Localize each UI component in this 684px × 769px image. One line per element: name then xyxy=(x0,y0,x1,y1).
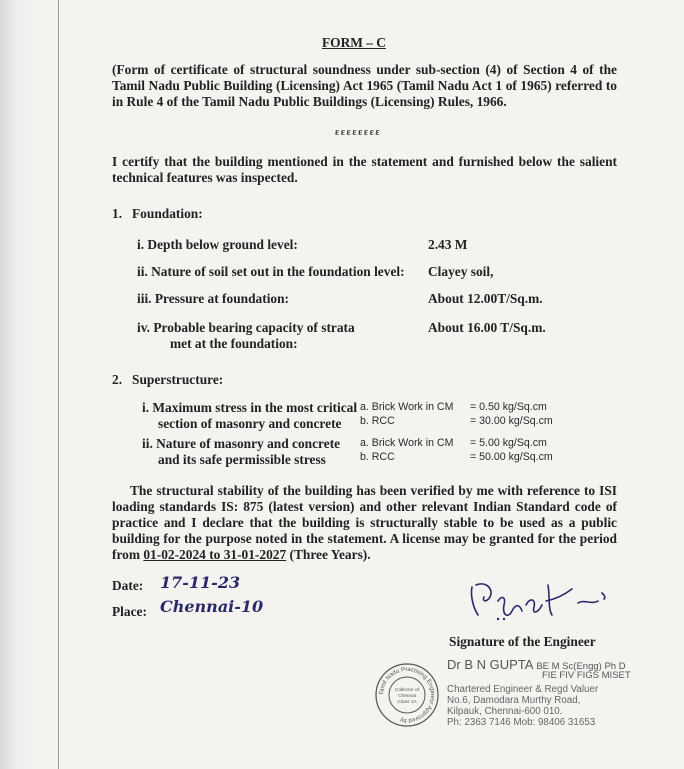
engineer-signature-icon xyxy=(464,575,614,625)
section-number: 2. xyxy=(112,372,123,387)
section-number: 1. xyxy=(112,206,123,221)
svg-text:Chennai: Chennai xyxy=(398,694,416,699)
divider-ornament: εεεεεεεε xyxy=(335,127,382,138)
binding-shadow xyxy=(0,0,40,769)
certify-statement: I certify that the building mentioned in the statement and furnished below the salient technical features was inspected. xyxy=(112,154,617,185)
material-a: a. Brick Work in CM xyxy=(360,437,454,449)
stability-statement xyxy=(112,483,617,563)
material-a-value: = 0.50 kg/Sq.cm xyxy=(470,401,547,413)
item-value: Clayey soil, xyxy=(428,264,494,279)
item-value: 2.43 M xyxy=(428,237,468,252)
section-title: Superstructure: xyxy=(132,372,224,387)
engineer-name-text: Dr B N GUPTA xyxy=(447,657,533,672)
item-label: iii. Pressure at foundation: xyxy=(137,291,290,306)
svg-text:Collector of: Collector of xyxy=(394,688,420,693)
svg-text:Tamil Nadu Practising Engineer: Tamil Nadu Practising Engineer Approved by xyxy=(378,666,436,724)
statement-text-end: (Three Years). xyxy=(286,547,371,562)
engineer-line: No.6, Damodara Murthy Road, xyxy=(447,695,581,706)
item-label: ii. Nature of masonry and concrete xyxy=(142,436,341,451)
engineer-seal-icon xyxy=(374,662,440,728)
engineer-line: Kilpauk, Chennai-600 010. xyxy=(447,706,563,717)
form-title: FORM – C xyxy=(322,35,386,50)
item-label-line2: section of masonry and concrete xyxy=(158,416,342,431)
item-label: i. Depth below ground level: xyxy=(137,237,298,252)
place-value-handwritten: Chennai-10 xyxy=(160,597,264,616)
material-a: a. Brick Work in CM xyxy=(360,401,454,413)
material-b-value: = 50.00 kg/Sq.cm xyxy=(470,451,553,463)
item-label: i. Maximum stress in the most critical xyxy=(142,400,358,415)
material-a-value: = 5.00 kg/Sq.cm xyxy=(470,437,547,449)
material-b-value: = 30.00 kg/Sq.cm xyxy=(470,415,553,427)
engineer-line: Ph: 2363 7146 Mob: 98406 31653 xyxy=(447,717,596,728)
engineer-memberships: FIE FIV FIGS MISET xyxy=(542,670,631,681)
item-value: About 16.00 T/Sq.m. xyxy=(428,320,546,335)
item-label-line2: met at the foundation: xyxy=(170,336,298,351)
date-value-handwritten: 17-11-23 xyxy=(160,573,241,592)
item-label-line2: and its safe permissible stress xyxy=(158,452,326,467)
material-b: b. RCC xyxy=(360,415,395,427)
material-b: b. RCC xyxy=(360,451,395,463)
signature-caption: Signature of the Engineer xyxy=(449,634,596,649)
engineer-line: Chartered Engineer & Regd Valuer xyxy=(447,684,599,695)
item-label: iv. Probable bearing capacity of strata xyxy=(137,320,355,335)
statement-text: The structural stability of the building has been verified by me with reference to ISI loading standards IS: 875 (latest version) and other relevant Indian Standard code of practice and I declare that the building is structurally stable to be used as a public building for the purpose noted in the statement. A license may be granted for the period from xyxy=(112,483,617,562)
place-label: Place: xyxy=(112,604,147,619)
license-period: 01-02-2024 to 31-01-2027 xyxy=(143,547,287,562)
item-value: About 12.00T/Sq.m. xyxy=(428,291,543,306)
engineer-qualifications: BE M Sc(Engg) Ph D xyxy=(536,661,626,672)
svg-text:Class 1A: Class 1A xyxy=(397,700,417,705)
item-label: ii. Nature of soil set out in the foundation level: xyxy=(137,264,405,279)
engineer-address-block xyxy=(447,684,598,728)
date-label: Date: xyxy=(112,578,144,593)
margin-line xyxy=(58,0,59,769)
section-title: Foundation: xyxy=(132,206,203,221)
form-description: (Form of certificate of structural soundness under sub-section (4) of Section 4 of the Tamil Nadu Public Building (Licensing) Act 1965 (Tamil Nadu Act 1 of 1965) referred to in Rule 4 of the Tamil Nadu Public Buildings (Licensing) Rules, 1966. xyxy=(112,62,617,109)
